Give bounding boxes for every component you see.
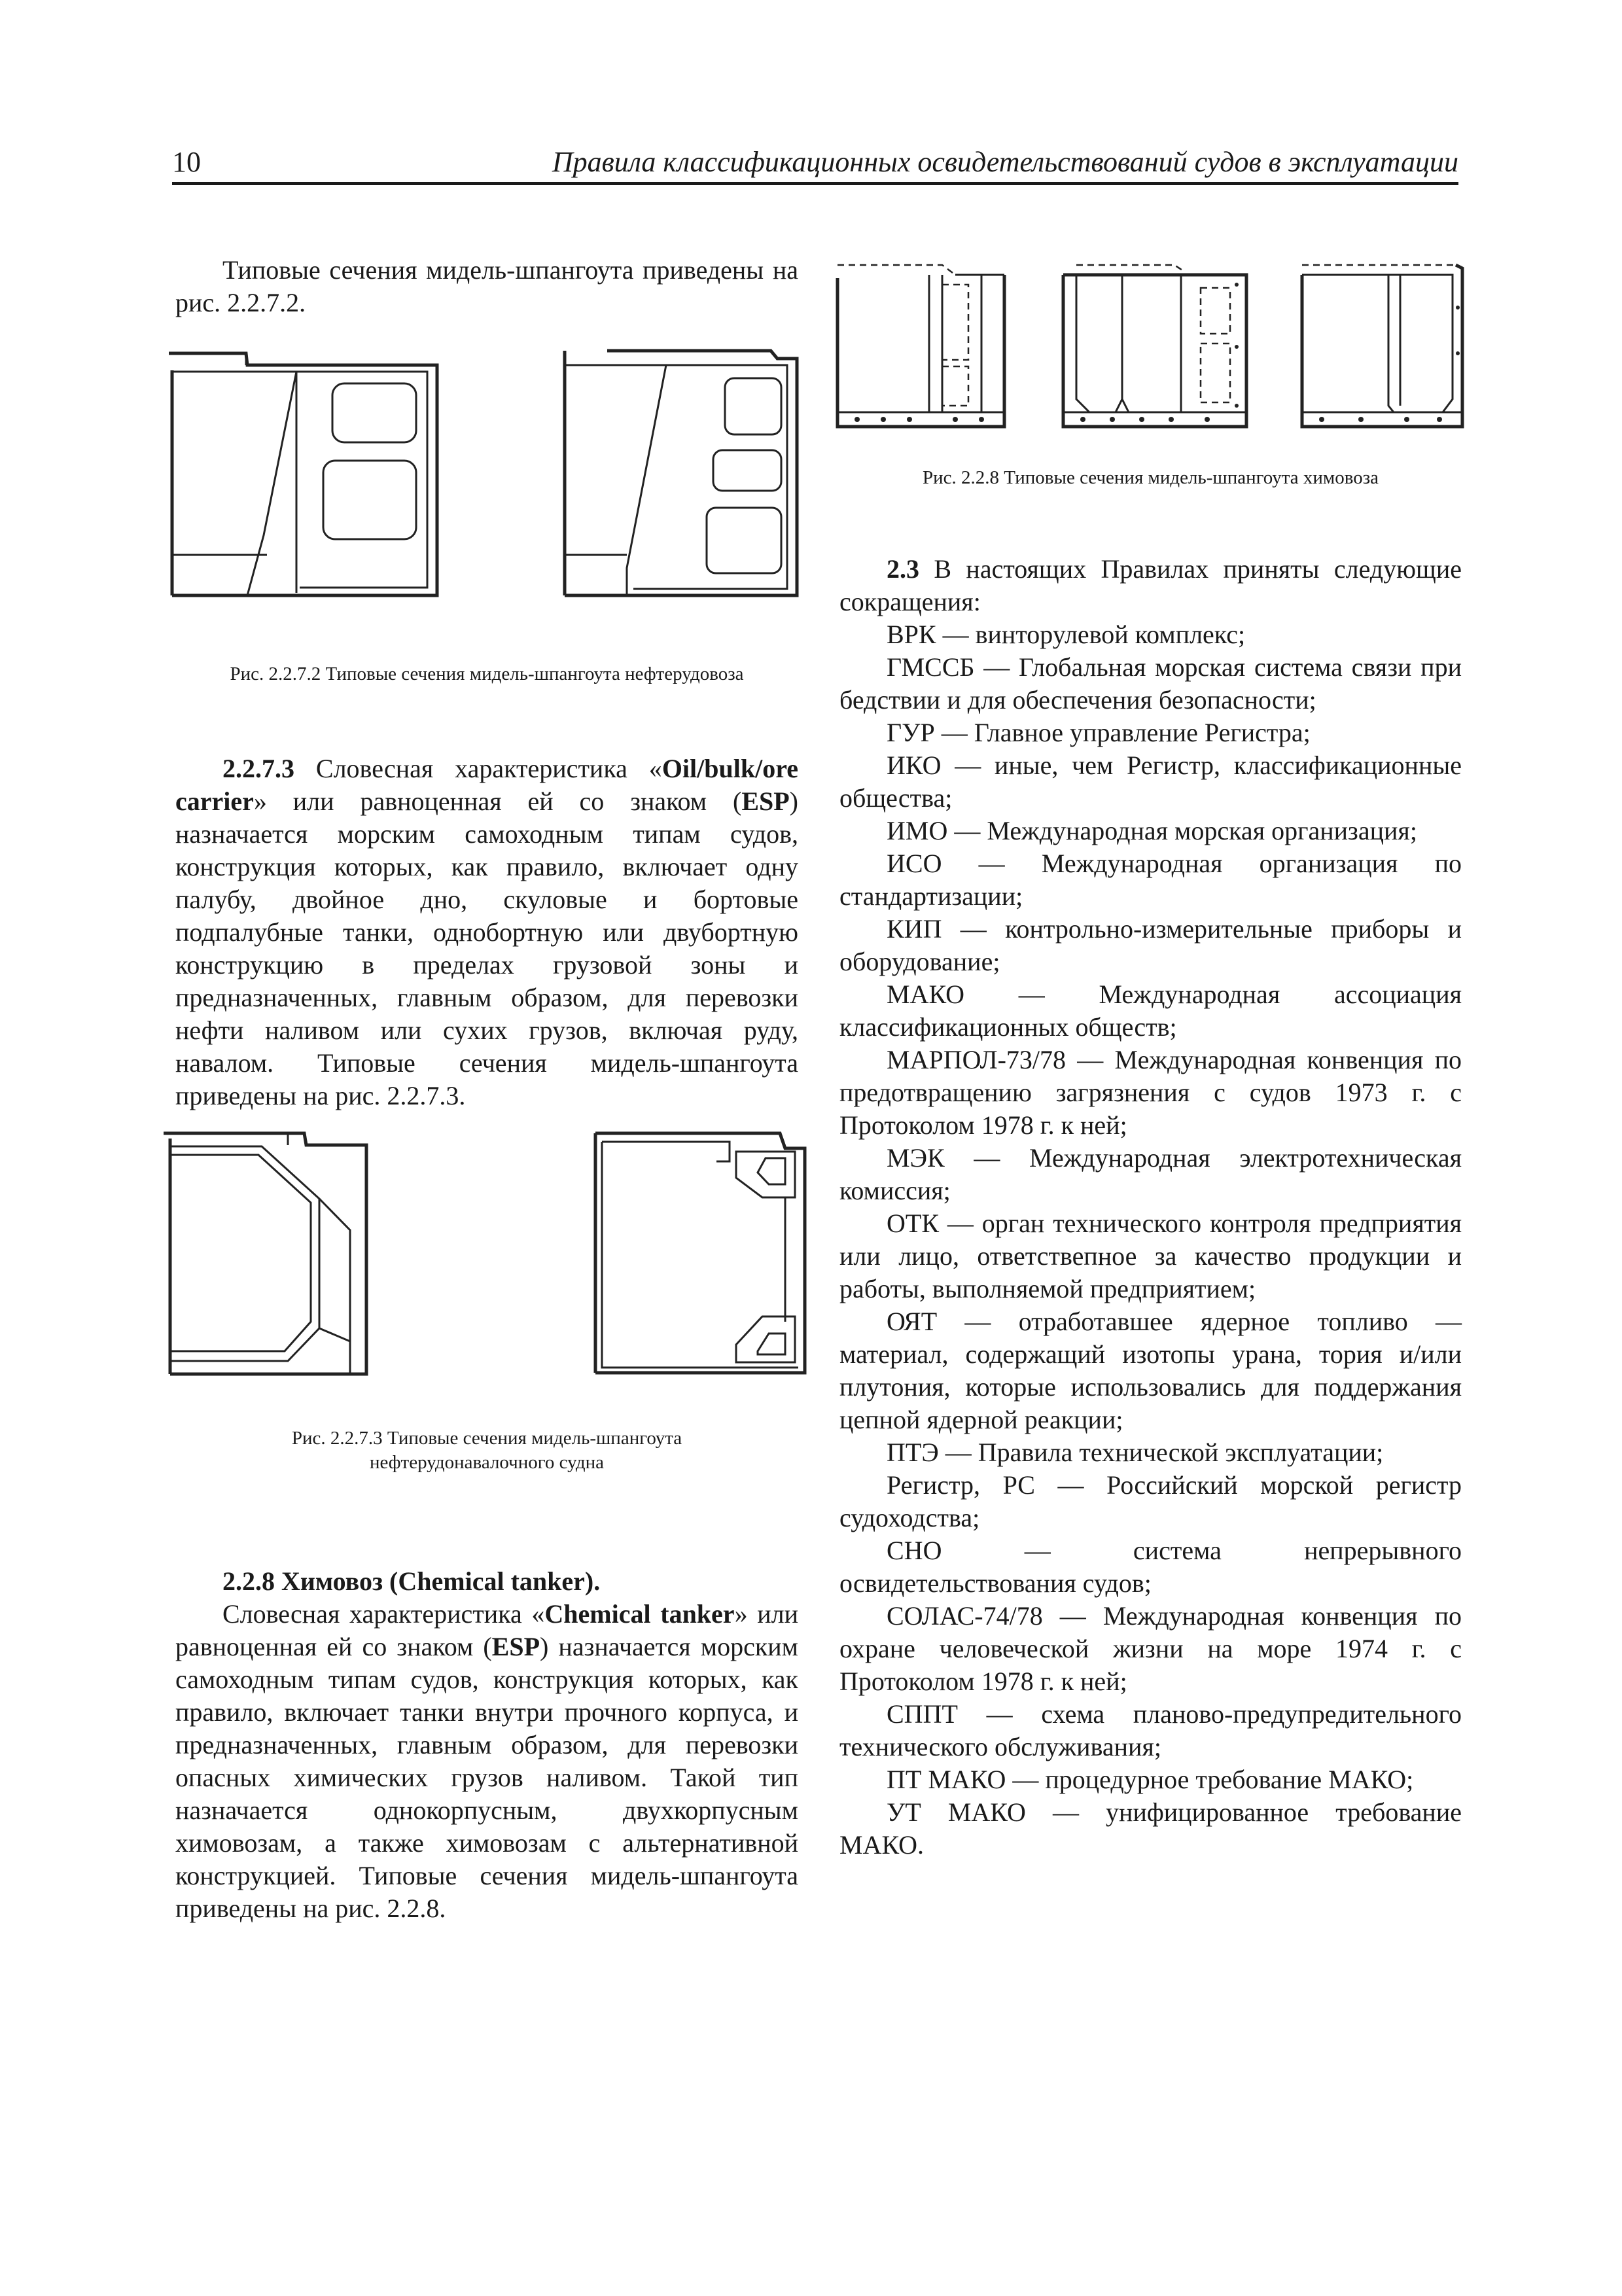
abbreviation-item: ОЯТ — отработавшее ядерное топливо — материал, содержащий изотопы урана, тория и/или плутония, которые использовались для поддержания цепной ядерной реакции; [839,1307,1462,1434]
figure-2-2-7-2-caption: Рис. 2.2.7.2 Типовые сечения мидель-шпангоута нефтерудовоза [230,663,744,684]
section-2-2-7-3-paragraph: 2.2.7.3 Словесная характеристика «Oil/bulk/ore carrier» или равноценная ей со знаком (ESP) назначается морским самоходным типам судов, конструкция которых, как правило, включает одну палубу, двойное дно, скуловые и бортовые подпалубные танки, однобортную или двубортную конструкцию в пределах грузовой зоны и предназначенных, главным образом, для перевозки нефти наливом или сухих грузов, включая руду, навалом. Типовые сечения мидель-шпангоута приведены на рис. 2.2.7.3. [175,754,799,1110]
section-number: 2.2.7.3 [222,754,294,783]
section-2-2-8-paragraph: Словесная характеристика «Chemical tanker» или равноценная ей со знаком (ESP) назначается морским самоходным типам судов, конструкция которых, как правило, включает танки внутри прочного корпуса, и предназначенных, главным образом, для перевозки опасных химических грузов наливом. Такой тип назначается однокорпусным, двухкорпусным химовозам, а также химовозам с альтернативной конструкцией. Типовые сечения мидель-шпангоута приведены на рис. 2.2.8. [175,1599,798,1923]
abbreviation-item: МАРПОЛ-73/78 — Международная конвенция по предотвращению загрязнения с судов 1973 г. с Протоколом 1978 г. к ней; [839,1045,1462,1140]
intro-paragraph: Типовые сечения мидель-шпангоута приведены на рис. 2.2.7.2. [175,255,798,317]
abbreviation-item: ИМО — Международная морская организация; [887,816,1417,845]
abbreviation-item: ОТК — орган технического контроля предприятия или лицо, ответствепное за качество продукции и работы, выполняемой предприятием; [839,1209,1462,1303]
abbreviation-item: ГМССБ — Глобальная морская система связи при бедствии и для обеспечения безопасности; [839,652,1462,715]
abbreviation-item: ИСО — Международная организация по стандартизации; [839,849,1462,911]
figure-2-2-7-3-caption: Рис. 2.2.7.3 Типовые сечения мидель-шпангоута нефтерудонавалочного судна [291,1428,682,1473]
section-left [169,353,437,595]
header-rule [172,182,1458,185]
abbreviation-item: МЭК — Международная электротехническая комиссия; [839,1143,1462,1205]
abbreviation-item: ГУР — Главное управление Регистра; [887,718,1311,747]
section-2-2-8-heading: 2.2.8 Химовоз (Chemical tanker). [222,1566,601,1596]
section-right [565,351,797,595]
abbreviation-item: УТ МАКО — унифицированное требование МАКО. [839,1797,1462,1860]
abbreviation-item: Регистр, РС — Российский морской регистр судоходства; [839,1470,1462,1532]
abbreviation-item: СНО — система непрерывного освидетельствования судов; [839,1536,1462,1598]
section-b [1063,265,1246,427]
section-2-2-8 [175,1565,798,1925]
section-a [837,265,1004,427]
abbreviation-item: ИКО — иные, чем Регистр, классификационные общества; [839,751,1462,813]
section-2-3-abbreviations [839,553,1462,1862]
abbreviation-item: КИП — контрольно-измерительные приборы и оборудование; [839,914,1462,976]
abbreviation-item: ВРК — винторулевой комплекс; [887,620,1246,649]
abbreviation-item: СОЛАС-74/78 — Международная конвенция по охране человеческой жизни на море 1974 г. с Протоколом 1978 г. к ней; [839,1601,1462,1696]
figure-2-2-8-caption: Рис. 2.2.8 Типовые сечения мидель-шпангоута химовоза [922,467,1379,488]
section-right [595,1133,805,1373]
running-header-title: Правила классификационных освидетельствований судов в эксплуатации [552,146,1458,178]
figure-2-2-7-2-sections [169,345,797,607]
section-2-3-intro: 2.3 В настоящих Правилах приняты следующие сокращения: [839,554,1462,616]
abbreviation-item: ПТ МАКО — процедурное требование МАКО; [887,1765,1414,1794]
section-c [1302,265,1462,427]
page-number: 10 [172,146,201,178]
figure-2-2-7-3-sections [164,1125,811,1387]
abbreviation-item: ПТЭ — Правила технической эксплуатации; [887,1438,1384,1467]
figure-2-2-8-sections [831,255,1472,438]
section-left [164,1133,366,1374]
abbreviation-item: МАКО — Международная ассоциация классификационных обществ; [839,980,1462,1042]
abbreviation-item: СППТ — схема планово-предупредительного технического обслуживания; [839,1699,1462,1761]
